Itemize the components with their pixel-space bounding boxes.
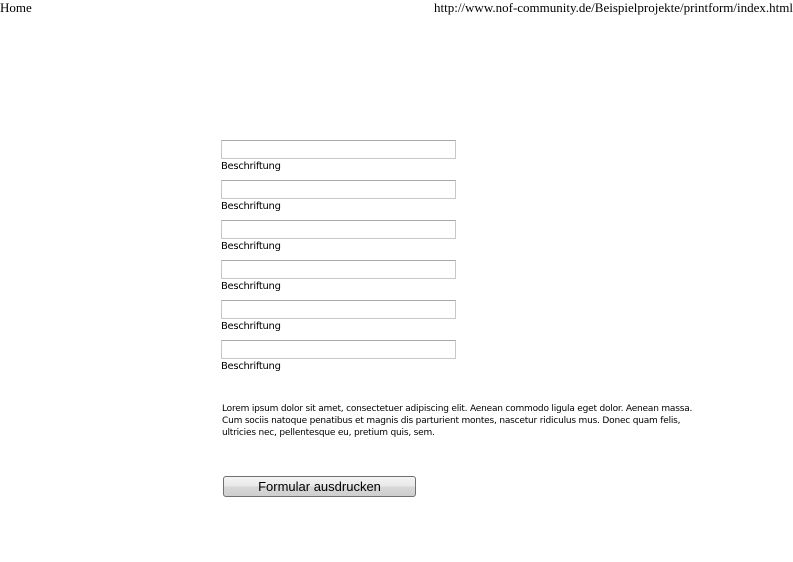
text-input-5[interactable] — [221, 300, 456, 319]
form-field-2 — [221, 180, 461, 220]
text-input-2[interactable] — [221, 180, 456, 199]
text-input-3[interactable] — [221, 220, 456, 239]
field-label-6: Beschriftung — [221, 361, 281, 372]
form-field-4 — [221, 260, 461, 300]
page-url: http://www.nof-community.de/Beispielprojekte/printform/index.html — [433, 0, 793, 15]
body-text: Lorem ipsum dolor sit amet, consectetuer adipiscing elit. Aenean commodo ligula eget dolor. Aenean massa. Cum sociis natoque penatibus et magnis dis parturient montes, nascetur ridiculus mus. Donec quam felis, ultricies nec, pellentesque eu, pretium quis, sem. — [222, 404, 693, 438]
home-link[interactable]: Home — [0, 0, 32, 15]
print-form — [221, 140, 461, 380]
text-input-4[interactable] — [221, 260, 456, 279]
field-label-2: Beschriftung — [221, 201, 281, 212]
text-input-6[interactable] — [221, 340, 456, 359]
form-field-3 — [221, 220, 461, 260]
text-input-1[interactable] — [221, 140, 456, 159]
field-label-4: Beschriftung — [221, 281, 281, 292]
field-label-1: Beschriftung — [221, 161, 281, 172]
print-header — [0, 0, 793, 18]
form-field-5 — [221, 300, 461, 340]
form-field-6 — [221, 340, 461, 380]
print-form-button[interactable]: Formular ausdrucken — [223, 476, 416, 497]
form-field-1 — [221, 140, 461, 180]
field-label-3: Beschriftung — [221, 241, 281, 252]
field-label-5: Beschriftung — [221, 321, 281, 332]
